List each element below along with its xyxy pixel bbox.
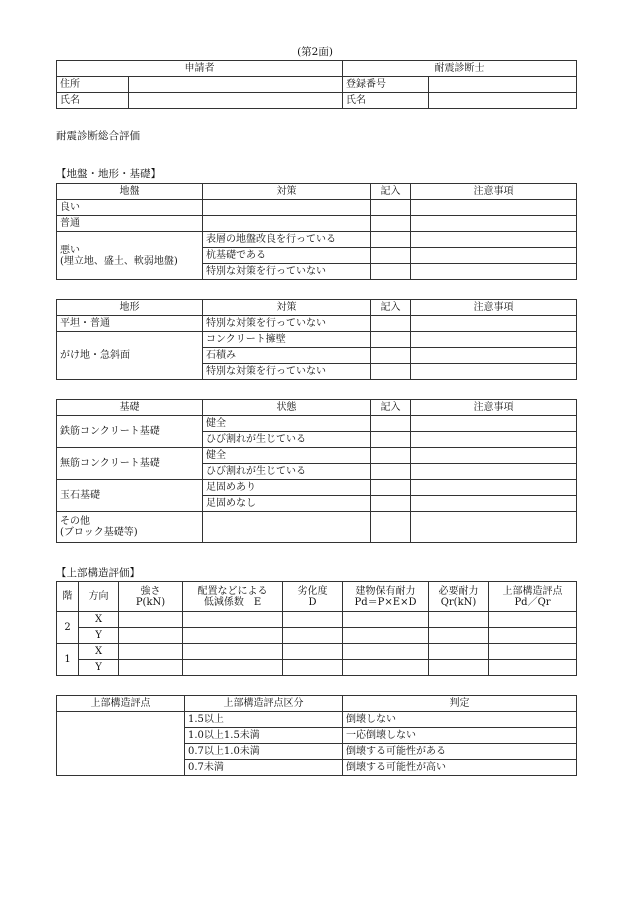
value-cell[interactable] xyxy=(429,628,489,644)
state-cell xyxy=(203,512,371,543)
foundation-unreinforced: 無筋コンクリート基礎 xyxy=(57,448,203,480)
layout-factor-header-line1: 配置などによる xyxy=(197,585,268,597)
measure-item: 表層の地盤改良を行っている xyxy=(203,232,371,248)
value-cell[interactable] xyxy=(119,644,183,660)
value-cell[interactable] xyxy=(429,644,489,660)
notes-cell[interactable] xyxy=(411,200,577,216)
value-cell[interactable] xyxy=(343,644,429,660)
ground-normal: 普通 xyxy=(57,216,203,232)
notes-cell[interactable] xyxy=(411,512,577,543)
notes-cell[interactable] xyxy=(411,248,577,264)
entry-cell[interactable] xyxy=(371,496,411,512)
judgement-text: 倒壊する可能性がある xyxy=(343,744,577,760)
required-header-line1: 必要耐力 xyxy=(438,585,479,597)
value-cell[interactable] xyxy=(119,660,183,676)
floor-2-label: 2 xyxy=(57,612,79,644)
value-cell[interactable] xyxy=(429,660,489,676)
reg-no-field[interactable] xyxy=(429,77,577,93)
measure-item: 石積み xyxy=(203,348,371,364)
page-number: (第2面) xyxy=(297,46,333,58)
notes-cell[interactable] xyxy=(411,316,577,332)
notes-cell[interactable] xyxy=(411,348,577,364)
diagnostician-header: 耐震診断士 xyxy=(343,61,577,77)
measure-col-header: 対策 xyxy=(203,300,371,316)
judgement-text: 一応倒壊しない xyxy=(343,728,577,744)
value-cell[interactable] xyxy=(283,644,343,660)
direction-header: 方向 xyxy=(79,582,119,612)
notes-cell[interactable] xyxy=(411,448,577,464)
capacity-header-line2: Pd＝P×E×D xyxy=(354,596,417,608)
required-header xyxy=(429,582,489,612)
notes-cell[interactable] xyxy=(411,216,577,232)
judgement-text: 倒壊しない xyxy=(343,712,577,728)
score-range: 0.7未満 xyxy=(185,760,343,776)
value-cell[interactable] xyxy=(283,628,343,644)
foundation-table xyxy=(56,399,577,543)
required-header-line2: Qr(kN) xyxy=(440,596,477,608)
notes-col-header: 注意事項 xyxy=(411,184,577,200)
layout-factor-header xyxy=(183,582,283,612)
value-cell[interactable] xyxy=(489,644,577,660)
entry-cell[interactable] xyxy=(371,332,411,348)
ground-col-header: 地盤 xyxy=(57,184,203,200)
foundation-rc: 鉄筋コンクリート基礎 xyxy=(57,416,203,448)
entry-cell[interactable] xyxy=(371,416,411,432)
state-item: ひび割れが生じている xyxy=(203,464,371,480)
notes-cell[interactable] xyxy=(411,432,577,448)
measure-item: 杭基礎である xyxy=(203,248,371,264)
entry-col-header: 記入 xyxy=(371,184,411,200)
direction-x: X xyxy=(79,612,119,628)
notes-cell[interactable] xyxy=(411,232,577,248)
direction-y: Y xyxy=(79,660,119,676)
notes-cell[interactable] xyxy=(411,480,577,496)
value-cell[interactable] xyxy=(183,612,283,628)
overall-title: 耐震診断総合評価 xyxy=(56,130,140,142)
terrain-slope: がけ地・急斜面 xyxy=(57,332,203,380)
entry-cell[interactable] xyxy=(371,200,411,216)
ground-section-title: 【地盤・地形・基礎】 xyxy=(56,168,161,180)
score-range: 0.7以上1.0未満 xyxy=(185,744,343,760)
strength-header-line2: P(kN) xyxy=(135,596,166,608)
measure-cell xyxy=(203,200,371,216)
address-field[interactable] xyxy=(129,77,343,93)
ground-bad-line1: 悪い xyxy=(60,244,80,256)
entry-cell[interactable] xyxy=(371,264,411,280)
value-cell[interactable] xyxy=(183,644,283,660)
judgement-col-header: 判定 xyxy=(343,696,577,712)
entry-cell[interactable] xyxy=(371,480,411,496)
entry-cell[interactable] xyxy=(371,432,411,448)
strength-header-line1: 強さ xyxy=(140,585,161,597)
entry-cell[interactable] xyxy=(371,348,411,364)
judgement-text: 倒壊する可能性が高い xyxy=(343,760,577,776)
state-item: ひび割れが生じている xyxy=(203,432,371,448)
state-item: 足固めなし xyxy=(203,496,371,512)
value-cell[interactable] xyxy=(489,612,577,628)
state-item: 健全 xyxy=(203,448,371,464)
terrain-col-header: 地形 xyxy=(57,300,203,316)
score-col-header: 上部構造評点 xyxy=(57,696,185,712)
value-cell[interactable] xyxy=(429,612,489,628)
notes-cell[interactable] xyxy=(411,496,577,512)
score-header-line2: Pd／Qr xyxy=(514,596,551,608)
diagnostician-name-field[interactable] xyxy=(429,93,577,109)
value-cell[interactable] xyxy=(489,628,577,644)
value-cell[interactable] xyxy=(283,660,343,676)
value-cell[interactable] xyxy=(343,628,429,644)
applicant-name-label: 氏名 xyxy=(57,93,129,109)
entry-cell[interactable] xyxy=(371,216,411,232)
floor-1-label: 1 xyxy=(57,644,79,676)
value-cell[interactable] xyxy=(119,628,183,644)
notes-cell[interactable] xyxy=(411,464,577,480)
notes-cell[interactable] xyxy=(411,416,577,432)
notes-col-header: 注意事項 xyxy=(411,300,577,316)
judgement-table xyxy=(56,695,577,776)
entry-cell[interactable] xyxy=(371,232,411,248)
measure-item: コンクリート擁壁 xyxy=(203,332,371,348)
value-cell[interactable] xyxy=(183,628,283,644)
applicant-header: 申請者 xyxy=(57,61,343,77)
value-cell[interactable] xyxy=(489,660,577,676)
state-item: 足固めあり xyxy=(203,480,371,496)
value-cell[interactable] xyxy=(343,660,429,676)
diagnostician-name-label: 氏名 xyxy=(343,93,429,109)
foundation-col-header: 基礎 xyxy=(57,400,203,416)
strength-header xyxy=(119,582,183,612)
state-col-header: 状態 xyxy=(203,400,371,416)
ground-good: 良い xyxy=(57,200,203,216)
deterioration-header xyxy=(283,582,343,612)
direction-y: Y xyxy=(79,628,119,644)
upper-structure-table xyxy=(56,581,577,676)
foundation-stone: 玉石基礎 xyxy=(57,480,203,512)
value-cell[interactable] xyxy=(283,612,343,628)
notes-cell[interactable] xyxy=(411,332,577,348)
reg-no-label: 登録番号 xyxy=(343,77,429,93)
entry-cell[interactable] xyxy=(371,464,411,480)
score-range: 1.0以上1.5未満 xyxy=(185,728,343,744)
entry-cell[interactable] xyxy=(371,448,411,464)
foundation-other-line2: (ブロック基礎等) xyxy=(60,527,138,538)
ground-bad xyxy=(57,232,203,280)
measure-item: 特別な対策を行っていない xyxy=(203,264,371,280)
measure-cell xyxy=(203,216,371,232)
score-header xyxy=(489,582,577,612)
value-cell[interactable] xyxy=(183,660,283,676)
layout-factor-header-line2: 低減係数 E xyxy=(203,596,262,608)
notes-col-header: 注意事項 xyxy=(411,400,577,416)
measure-item: 特別な対策を行っていない xyxy=(203,364,371,380)
measure-item: 特別な対策を行っていない xyxy=(203,316,371,332)
entry-cell[interactable] xyxy=(371,316,411,332)
category-col-header: 上部構造評点区分 xyxy=(185,696,343,712)
notes-cell[interactable] xyxy=(411,364,577,380)
header-table xyxy=(56,60,577,109)
direction-x: X xyxy=(79,644,119,660)
foundation-other xyxy=(57,512,203,543)
score-entry-cell[interactable] xyxy=(57,712,185,776)
value-cell[interactable] xyxy=(343,612,429,628)
entry-col-header: 記入 xyxy=(371,400,411,416)
deterioration-header-line2: D xyxy=(308,596,317,608)
ground-bad-line2: (埋立地、盛土、軟弱地盤) xyxy=(60,255,178,267)
upper-section-title: 【上部構造評価】 xyxy=(56,567,140,579)
entry-cell[interactable] xyxy=(371,364,411,380)
terrain-table xyxy=(56,299,577,380)
foundation-other-line1: その他 xyxy=(60,516,90,527)
measure-col-header: 対策 xyxy=(203,184,371,200)
entry-col-header: 記入 xyxy=(371,300,411,316)
applicant-name-field[interactable] xyxy=(129,93,343,109)
value-cell[interactable] xyxy=(119,612,183,628)
ground-table xyxy=(56,183,577,280)
notes-cell[interactable] xyxy=(411,264,577,280)
capacity-header-line1: 建物保有耐力 xyxy=(355,585,416,597)
capacity-header xyxy=(343,582,429,612)
state-item: 健全 xyxy=(203,416,371,432)
entry-cell[interactable] xyxy=(371,248,411,264)
terrain-flat: 平坦・普通 xyxy=(57,316,203,332)
address-label: 住所 xyxy=(57,77,129,93)
score-range: 1.5以上 xyxy=(185,712,343,728)
floor-header: 階 xyxy=(57,582,79,612)
entry-cell[interactable] xyxy=(371,512,411,543)
deterioration-header-line1: 劣化度 xyxy=(297,585,328,597)
score-header-line1: 上部構造評点 xyxy=(502,585,563,597)
